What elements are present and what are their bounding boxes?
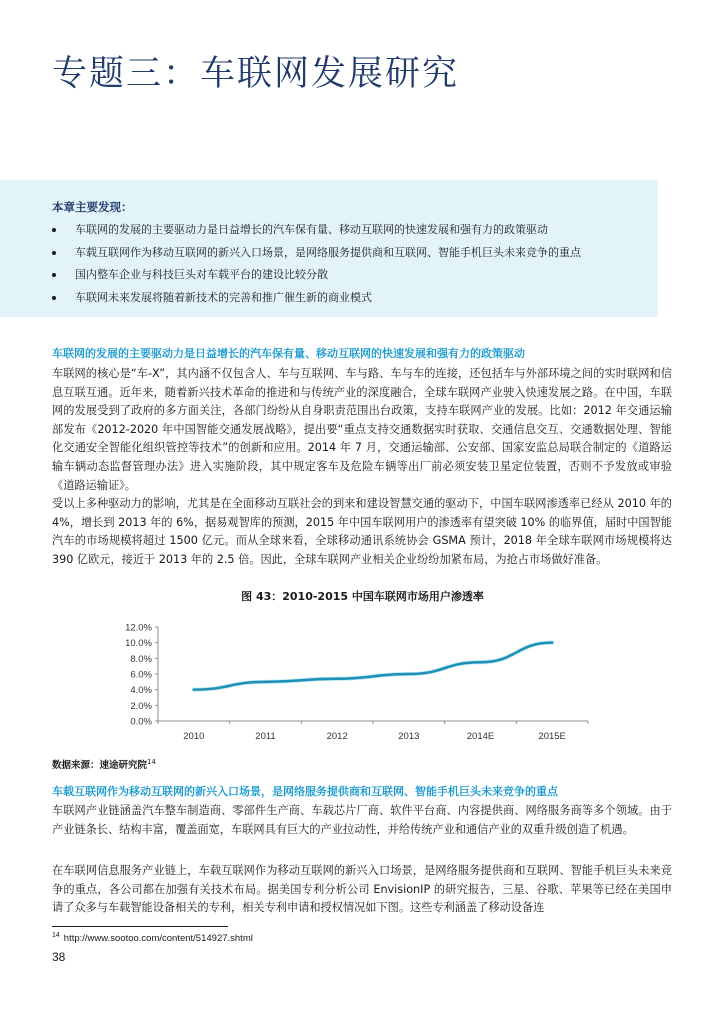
section-heading-drivers: 车联网的发展的主要驱动力是日益增长的汽车保有量、移动互联网的快速发展和强有力的政策驱动 bbox=[52, 347, 525, 360]
finding-item: 车联网未来发展将随着新技术的完善和推广催生新的商业模式 bbox=[52, 287, 581, 310]
x-tick-label: 2011 bbox=[255, 731, 276, 742]
x-tick-label: 2010 bbox=[183, 731, 205, 742]
bullet-icon bbox=[52, 251, 56, 255]
key-findings-heading: 本章主要发现： bbox=[52, 200, 133, 214]
penetration-line-chart bbox=[110, 615, 590, 745]
bullet-icon bbox=[52, 228, 56, 232]
key-findings-list bbox=[52, 219, 581, 309]
y-tick-label: 2.0% bbox=[130, 700, 152, 712]
x-tick-label: 2012 bbox=[326, 731, 348, 742]
bullet-icon bbox=[52, 296, 56, 300]
footnote-ref[interactable]: 14 bbox=[147, 757, 156, 766]
x-tick-label: 2014E bbox=[466, 731, 495, 742]
y-tick-label: 4.0% bbox=[130, 685, 152, 697]
data-source: 数据来源：速途研究院$^{14}$ bbox=[52, 757, 156, 771]
finding-item: 车联网的发展的主要驱动力是日益增长的汽车保有量、移动互联网的快速发展和强有力的政策驱动 bbox=[52, 219, 581, 242]
footnote: $^{14}$ http://www.sootoo.com/content/514927.shtml bbox=[52, 932, 253, 945]
footnote-link[interactable]: http://www.sootoo.com/content/514927.shtml bbox=[63, 933, 253, 945]
bullet-icon bbox=[52, 273, 56, 277]
y-tick-label: 6.0% bbox=[130, 669, 152, 681]
y-tick-label: 12.0% bbox=[125, 622, 152, 634]
page-number: 38 bbox=[52, 950, 66, 964]
x-tick-label: 2013 bbox=[398, 731, 420, 742]
finding-item: 国内整车企业与科技巨头对车载平台的建设比较分散 bbox=[52, 264, 581, 287]
y-tick-label: 0.0% bbox=[130, 716, 152, 728]
x-tick-label: 2015E bbox=[538, 731, 566, 742]
paragraph-competition-2: 在车联网信息服务产业链上，车载互联网作为移动互联网的新兴入口场景，是网络服务提供商和互联网、智能手机巨头未来竞争的重点，各公司都在加强有关技术布局。据美国专利分析公司 EnvisionIP 的研究报告，三星、谷歌、苹果等已经在美国申请了众多与车载智能设备相关的专利，相关专利申请和授权情况如下图。这些专利涵盖了移动设备连 bbox=[52, 864, 672, 915]
paragraph-drivers-1: 车联网的核心是“车-X”，其内涵不仅包含人、车与互联网、车与路、车与车的连接，还包括车与外部环境之间的实时联网和信息互联互通。近年来，随着新兴技术革命的推进和与传统产业的深度融合，全球车联网产业驶入快速发展之路。在中国，车联网的发展受到了政府的多方面关注，各部门纷纷从自身职责范围出台政策，支持车联网产业的发展。比如：2012 年交通运输部发布《2012-2020 年中国智能交通发展战略》，提出要“重点支持交通数据实时获取、交通信息交互、交通数据处理、智能化交通安全智能化组织管控等技术”的创新和应用。2014 年 7 月，交通运输部、公安部、国家安监总局联合制定的《道路运输车辆动态监督管理办法》进入实施阶段，其中规定客车及危险车辆等出厂前必须安装卫星定位装置，否则不予发放或审验《道路运输证》。 bbox=[52, 367, 672, 492]
paragraph-drivers-2: 受以上多种驱动力的影响，尤其是在全面移动互联社会的到来和建设智慧交通的驱动下，中国车联网渗透率已经从 2010 年的 4%，增长到 2013 年的 6%，据易观智库的预测，2015 年中国车联网用户的渗透率有望突破 10% 的临界值，届时中国智能汽车的市场规模将超过 1500 亿元。而从全球来看，全球移动通讯系统协会 GSMA 预计，2018 年全球车联网市场规模将达 390 亿欧元，接近于 2013 年的 2.5 倍。因此，全球车联网产业相关企业纷纷加紧布局，为抢占市场做好准备。 bbox=[52, 497, 672, 566]
section-heading-competition: 车载互联网作为移动互联网的新兴入口场景，是网络服务提供商和互联网、智能手机巨头未来竞争的重点 bbox=[52, 785, 558, 798]
chart-canvas bbox=[110, 615, 590, 745]
series-line bbox=[194, 643, 552, 690]
y-tick-label: 8.0% bbox=[130, 653, 152, 665]
finding-item: 车载互联网作为移动互联网的新兴入口场景，是网络服务提供商和互联网、智能手机巨头未来竞争的重点 bbox=[52, 242, 581, 265]
key-findings-box bbox=[0, 180, 658, 317]
page-title: 专题三：车联网发展研究 bbox=[52, 54, 460, 94]
paragraph-competition-1: 车联网产业链涵盖汽车整车制造商、零部件生产商、车载芯片厂商、软件平台商、内容提供商、网络服务商等多个领域。由于产业链条长、结构丰富，覆盖面宽，车联网具有巨大的产业拉动性，并给传统产业和通信产业的双重升级创造了机遇。 bbox=[52, 804, 672, 836]
footnote-divider bbox=[52, 926, 228, 927]
y-tick-label: 10.0% bbox=[125, 638, 152, 650]
figure-caption: 图 43：2010-2015 中国车联网市场用户渗透率 bbox=[241, 590, 484, 603]
